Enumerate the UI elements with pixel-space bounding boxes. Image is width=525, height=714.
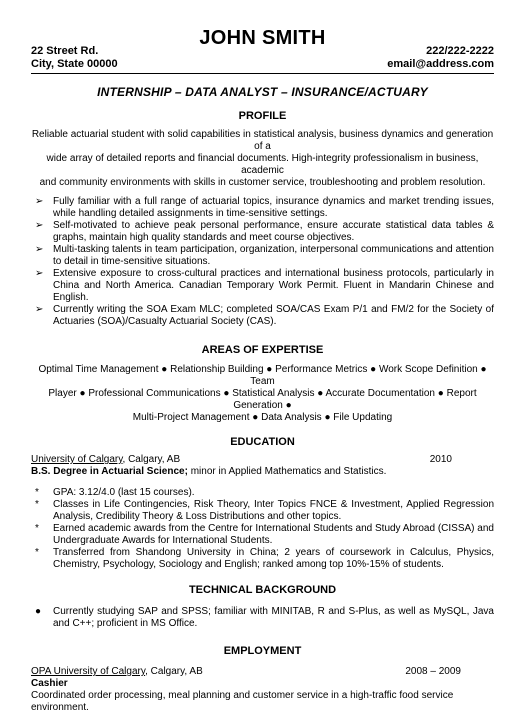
employment-heading: EMPLOYMENT: [223, 645, 302, 657]
expertise-list: [31, 364, 494, 424]
arrow-bullet-icon: ➢: [35, 220, 44, 231]
expertise-line: Optimal Time Management ● Relationship Building ● Performance Metrics ● Work Scope Definition ● Team: [38, 364, 487, 387]
expertise-heading: AREAS OF EXPERTISE: [201, 344, 324, 356]
degree-minor: minor in Applied Mathematics and Statistics.: [187, 466, 387, 477]
profile-line: and community environments with skills in customer service, troubleshooting and problem resolution.: [39, 177, 486, 188]
asterisk-bullet-icon: *: [35, 499, 39, 510]
address-line-2: City, State 00000: [31, 58, 118, 70]
profile-summary: [31, 129, 494, 189]
applicant-name: JOHN SMITH: [199, 27, 326, 49]
employment-dates: 2008 – 2009: [405, 666, 461, 677]
profile-bullet-list: [31, 196, 494, 328]
education-bullet: * Earned academic awards from the Centre for International Students and Study Abroad (CISSA) and Undergraduate Awards for International Students.: [35, 523, 494, 546]
technical-bullet-list: [31, 606, 494, 630]
asterisk-bullet-icon: *: [35, 523, 39, 534]
employment-company-row: [31, 666, 494, 678]
asterisk-bullet-icon: *: [35, 547, 39, 558]
school-name: University of Calgary: [31, 454, 123, 465]
expertise-line: Multi-Project Management ● Data Analysis ● File Updating: [132, 412, 393, 423]
education-bullet: * Transferred from Shandong University in China; 2 years of coursework in Calculus, Physics, Chemistry, Psychology, Sociology and English; ranked among top 10%-15% of students.: [35, 547, 494, 570]
company-name: OPA University of Calgary: [31, 666, 146, 677]
objective-title: INTERNSHIP – DATA ANALYST – INSURANCE/ACTUARY: [97, 85, 428, 99]
arrow-bullet-icon: ➢: [35, 196, 44, 207]
asterisk-bullet-icon: *: [35, 487, 39, 498]
school-entry: [31, 454, 180, 466]
profile-line: wide array of detailed reports and financial documents. High-integrity professionalism in business, academic: [46, 153, 479, 176]
education-bullet: * Classes in Life Contingencies, Risk Theory, Inter Topics FNCE & Investment, Applied Regression Analysis, Credibility Theory & Loss Distributions and other topics.: [35, 499, 494, 522]
job-role: Cashier: [31, 678, 68, 689]
address-line-1: 22 Street Rd.: [31, 45, 99, 57]
profile-bullet: ➢ Extensive exposure to cross-cultural practices and international business protocols, particularly in China and North America. Canadian Temporary Work Permit. Fluent in Mandarin Chinese and English.: [35, 268, 494, 303]
company-entry: [31, 666, 203, 678]
company-location: , Calgary, AB: [145, 666, 203, 677]
dot-bullet-icon: ●: [35, 606, 42, 617]
arrow-bullet-icon: ➢: [35, 268, 44, 279]
technical-heading: TECHNICAL BACKGROUND: [188, 584, 337, 596]
job-description: Coordinated order processing, meal planning and customer service in a high-traffic food service environment.: [31, 690, 454, 713]
profile-heading: PROFILE: [238, 110, 287, 122]
profile-bullet: ➢ Self-motivated to achieve peak personal performance, ensure accurate statistical data tables & graphs, maintain high quality standards and meet course objectives.: [35, 220, 494, 243]
profile-line: Reliable actuarial student with solid capabilities in statistical analysis, business dynamics and generation of a: [31, 129, 494, 152]
phone-number: 222/222-2222: [426, 45, 494, 57]
profile-bullet: ➢ Currently writing the SOA Exam MLC; completed SOA/CAS Exam P/1 and FM/2 for the Society of Actuaries (SOA)/Casualty Actuarial Society (CAS).: [35, 304, 494, 327]
education-school-row: [31, 454, 494, 466]
education-bullet-list: [31, 487, 494, 571]
contact-details: [387, 45, 494, 71]
degree-line: [31, 466, 494, 478]
email-address[interactable]: email@address.com: [387, 58, 494, 70]
graduation-year: 2010: [429, 454, 452, 465]
education-heading: EDUCATION: [230, 436, 295, 448]
expertise-line: Player ● Professional Communications ● Statistical Analysis ● Accurate Documentation ● Report Generation ●: [48, 388, 477, 411]
education-bullet: * GPA: 3.12/4.0 (last 15 courses).: [35, 487, 195, 498]
profile-bullet: ➢ Multi-tasking talents in team participation, organization, interpersonal communications and attention to detail in time-sensitive situations.: [35, 244, 494, 267]
arrow-bullet-icon: ➢: [35, 304, 44, 315]
profile-bullet: ➢ Fully familiar with a full range of actuarial topics, insurance dynamics and market trending issues, while handling detailed assignments in time-sensitive settings.: [35, 196, 494, 219]
technical-bullet: ● Currently studying SAP and SPSS; familiar with MINITAB, R and S-Plus, as well as MySQL, Java and C++; proficient in MS Office.: [35, 606, 494, 629]
arrow-bullet-icon: ➢: [35, 244, 44, 255]
resume-page: [31, 0, 494, 714]
degree-name: B.S. Degree in Actuarial Science;: [31, 466, 188, 477]
header-divider: [31, 73, 494, 74]
address-block: [31, 45, 118, 71]
school-location: , Calgary, AB: [122, 454, 181, 465]
